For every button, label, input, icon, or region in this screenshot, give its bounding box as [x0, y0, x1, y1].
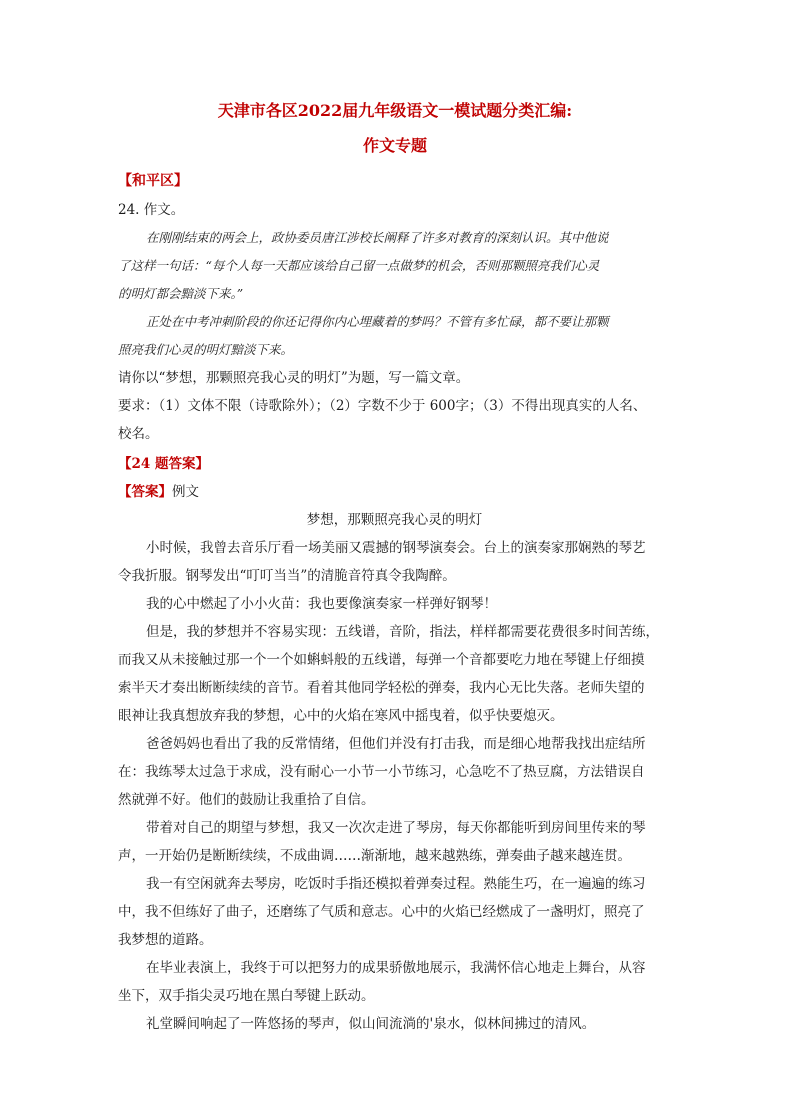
essay-line: 在：我练琴太过急于求成，没有耐心一小节一小节练习，心急吃不了热豆腐，方法错误自	[118, 764, 645, 780]
question-requirements-cont: 校名。	[118, 426, 159, 442]
prompt-line: 照亮我们心灵的明灯黯淡下来。	[118, 342, 294, 357]
question-block	[118, 196, 671, 448]
essay-line: 小时候，我曾去音乐厅看一场美丽又震撼的钢琴演奏会。台上的演奏家那娴熟的琴艺	[146, 540, 646, 556]
question-task: 请你以“梦想，那颗照亮我心灵的明灯”为题，写一篇文章。	[118, 370, 470, 386]
essay-line: 坐下，双手指尖灵巧地在黑白琴键上跃动。	[118, 988, 375, 1004]
prompt-line: 正处在中考冲刺阶段的你还记得你内心埋藏着的梦吗？不管有多忙碌，都不要让那颗	[146, 314, 609, 329]
essay-line: 在毕业表演上，我终于可以把努力的成果骄傲地展示，我满怀信心地走上舞台，从容	[146, 960, 646, 976]
answer-block	[118, 450, 671, 1038]
essay-line: 爸爸妈妈也看出了我的反常情绪，但他们并没有打击我，而是细心地帮我找出症结所	[146, 736, 646, 752]
essay-line: 但是，我的梦想并不容易实现：五线谱，音阶，指法，样样都需要花费很多时间苦练，	[146, 624, 659, 640]
question-number: 24. 作文。	[118, 202, 185, 218]
prompt-line: 了这样一句话：“每个人每一天都应该给自己留一点做梦的机会，否则那颗照亮我们心灵	[118, 258, 600, 273]
essay-line: 然就弹不好。他们的鼓励让我重拾了自信。	[118, 792, 375, 808]
essay-title: 梦想，那颗照亮我心灵的明灯	[306, 512, 483, 528]
section-label: 【和平区】	[118, 173, 188, 189]
answer-label	[118, 478, 671, 506]
prompt-line: 在刚刚结束的两会上，政协委员唐江涉校长阐释了许多对教育的深刻认识。其中他说	[146, 230, 609, 245]
essay-line: 带着对自己的期望与梦想，我又一次次走进了琴房，每天你都能听到房间里传来的琴	[146, 820, 646, 836]
essay-line: 声，一开始仍是断断续续，不成曲调……渐渐地，越来越熟练，弹奏曲子越来越连贯。	[118, 848, 631, 864]
essay-line: 我的心中燃起了小小火苗：我也要像演奏家一样弹好钢琴！	[146, 596, 497, 612]
essay-line: 我梦想的道路。	[118, 932, 213, 948]
essay-line: 我一有空闲就奔去琴房，吃饭时手指还模拟着弹奏过程。熟能生巧，在一遍遍的练习	[146, 876, 646, 892]
essay-line: 令我折服。钢琴发出“叮叮当当”的清脆音符真令我陶醉。	[118, 568, 456, 584]
essay-line: 而我又从未接触过那一个一个如蝌蚪般的五线谱，每弹一个音都要吃力地在琴键上仔细摸	[118, 652, 645, 668]
essay-line: 礼堂瞬间响起了一阵悠扬的琴声，似山间流淌的'泉水，似林间拂过的清风。	[146, 1016, 596, 1032]
document-title-line1: 天津市各区2022届九年级语文一模试题分类汇编:	[217, 101, 573, 120]
essay-line: 眼神让我真想放弃我的梦想，心中的火焰在寒风中摇曳着，似乎快要熄灭。	[118, 708, 564, 724]
answer-label-text: 例文	[172, 484, 199, 500]
document-title-line2: 作文专题	[362, 136, 427, 155]
essay-line: 中，我不但练好了曲子，还磨练了气质和意志。心中的火焰已经燃成了一盏明灯，照亮了	[118, 904, 645, 920]
answer-label-bracket: 【答案】	[118, 484, 172, 500]
answer-header: 【24 题答案】	[118, 456, 209, 472]
question-requirements: 要求：（1）文体不限（诗歌除外）；（2）字数不少于 600字；（3）不得出现真实的人名、	[118, 398, 647, 414]
prompt-line: 的明灯都会黯淡下来。”	[118, 286, 244, 301]
essay-line: 索半天才奏出断断续续的音节。看着其他同学轻松的弹奏，我内心无比失落。老师失望的	[118, 680, 645, 696]
